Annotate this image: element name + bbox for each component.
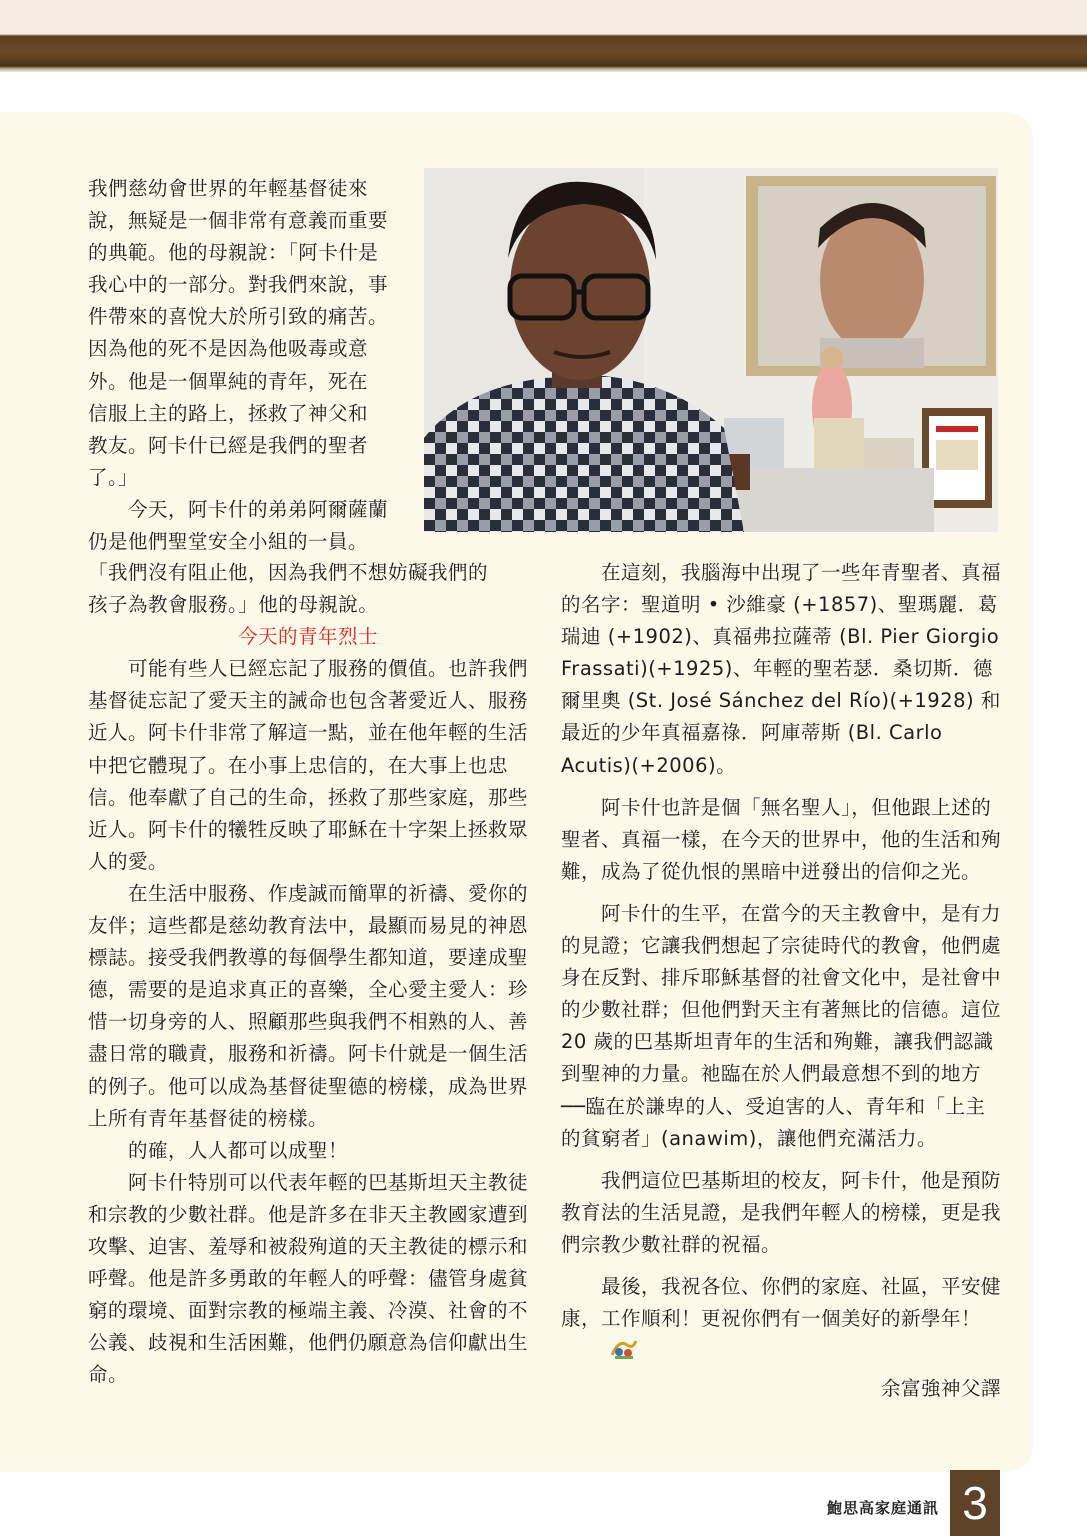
text-line: 說，無疑是一個非常有意義而重要 <box>88 209 389 233</box>
translator-credit: 余富強神父譯 <box>880 1377 1001 1401</box>
text-line: 了。」 <box>88 465 139 489</box>
photo-young-man-with-memorial <box>424 168 998 532</box>
family-logo-icon <box>569 1337 599 1361</box>
text-line: 今天，阿卡什的弟弟阿爾薩蘭 <box>128 497 389 521</box>
paragraph: 我們這位巴基斯坦的校友，阿卡什，他是預防教育法的生活見證，是我們年輕人的榜樣，更是我們宗教少數社群的祝福。 <box>561 1168 1002 1256</box>
text-line: 仍是他們聖堂安全小組的一員。 <box>88 530 369 554</box>
paragraph: 阿卡什也許是個「無名聖人」，但他跟上述的聖者、真福一樣，在今天的世界中，他的生活和殉難，成為了從仇恨的黑暗中迸發出的信仰之光。 <box>561 795 1002 883</box>
left-column-top <box>88 173 418 558</box>
text-line: 教友。阿卡什已經是我們的聖者 <box>88 433 369 457</box>
paragraph: 在這刻，我腦海中出現了一些年青聖者、真福的名字：聖道明 • 沙維豪 (+1857)、聖瑪麗．葛瑞迪 (+1902)、真福弗拉薩蒂 (Bl. Pier Giorgio Frassati)(+1925)、年輕的聖若瑟．桑切斯．德爾里奧 (St. José Sánchez del Río)(+1928) 和最近的少年真福嘉祿．阿庫蒂斯 (Bl. Carlo Acutis)(+2006)。 <box>561 561 1002 777</box>
paragraph: 在生活中服務、作虔誠而簡單的祈禱、愛你的友伴；這些都是慈幼教育法中，最顯而易見的神恩標誌。接受我們教導的每個學生都知道，要達成聖德，需要的是追求真正的喜樂，全心愛主愛人：珍惜一切身旁的人、照顧那些與我們不相熟的人、善盡日常的職責，服務和祈禱。阿卡什就是一個生活的例子。他可以成為基督徒聖德的榜樣，成為世界上所有青年基督徒的榜樣。 <box>88 881 529 1130</box>
publication-title: 鮑思高家庭通訊 <box>826 1499 939 1517</box>
text-line: 的典範。他的母親說：「阿卡什是 <box>88 241 379 265</box>
paragraph: 可能有些人已經忘記了服務的價值。也許我們基督徒忘記了愛天主的誡命也包含著愛近人、服務近人。阿卡什非常了解這一點，並在他年輕的生活中把它體現了。在小事上忠信的，在大事上也忠信。他奉獻了自己的生命，拯救了那些家庭，那些近人。阿卡什的犧牲反映了耶穌在十字架上拯救眾人的愛。 <box>88 657 529 873</box>
text-line: 我心中的一部分。對我們來說，事 <box>88 273 389 297</box>
text-line: 件帶來的喜悅大於所引致的痛苦。 <box>88 305 389 329</box>
text-line: 外。他是一個單純的青年，死在 <box>88 369 369 393</box>
left-column-main <box>88 557 528 1391</box>
section-heading: 今天的青年烈士 <box>237 625 378 649</box>
paragraph: 的確，人人都可以成聖！ <box>128 1138 349 1162</box>
closing-text: 最後，我祝各位、你們的家庭、社區，平安健康，工作順利！更祝你們有一個美好的新學年！ <box>561 1274 1002 1331</box>
paragraph: 阿卡什的生平，在當今的天主教會中，是有力的見證；它讓我們想起了宗徒時代的教會，他們處身在反對、排斥耶穌基督的社會文化中，是社會中的少數社群；但他們對天主有著無比的信德。這位 20 歲的巴基斯坦青年的生活和殉難，讓我們認識到聖神的力量。祂臨在於人們最意想不到的地方──臨在於謙卑的人、受迫害的人、青年和「上主的貧窮者」(anawim)，讓他們充滿活力。 <box>561 901 1002 1150</box>
text-line: 我們慈幼會世界的年輕基督徒來 <box>88 177 369 200</box>
paragraph: 阿卡什特別可以代表年輕的巴基斯坦天主教徒和宗教的少數社群。他是許多在非天主教國家遭到攻擊、迫害、羞辱和被殺殉道的天主教徒的標示和呼聲。他是許多勇敢的年輕人的呼聲：儘管身處貧窮的環境、面對宗教的極端主義、冷漠、社會的不公義、歧視和生活困難，他們仍願意為信仰獻出生命。 <box>88 1170 529 1387</box>
text-line: 「我們沒有阻止他，因為我們不想妨礙我們的 <box>88 561 489 584</box>
text-line: 因為他的死不是因為他吸毒或意 <box>88 337 369 361</box>
text-line: 孩子為教會服務。」他的母親說。 <box>88 593 379 617</box>
text-line: 信服上主的路上，拯救了神父和 <box>88 401 369 425</box>
right-column <box>561 557 1001 1405</box>
paragraph <box>561 1271 1001 1367</box>
header-band <box>0 0 1087 72</box>
page-number: 3 <box>950 1470 1000 1536</box>
